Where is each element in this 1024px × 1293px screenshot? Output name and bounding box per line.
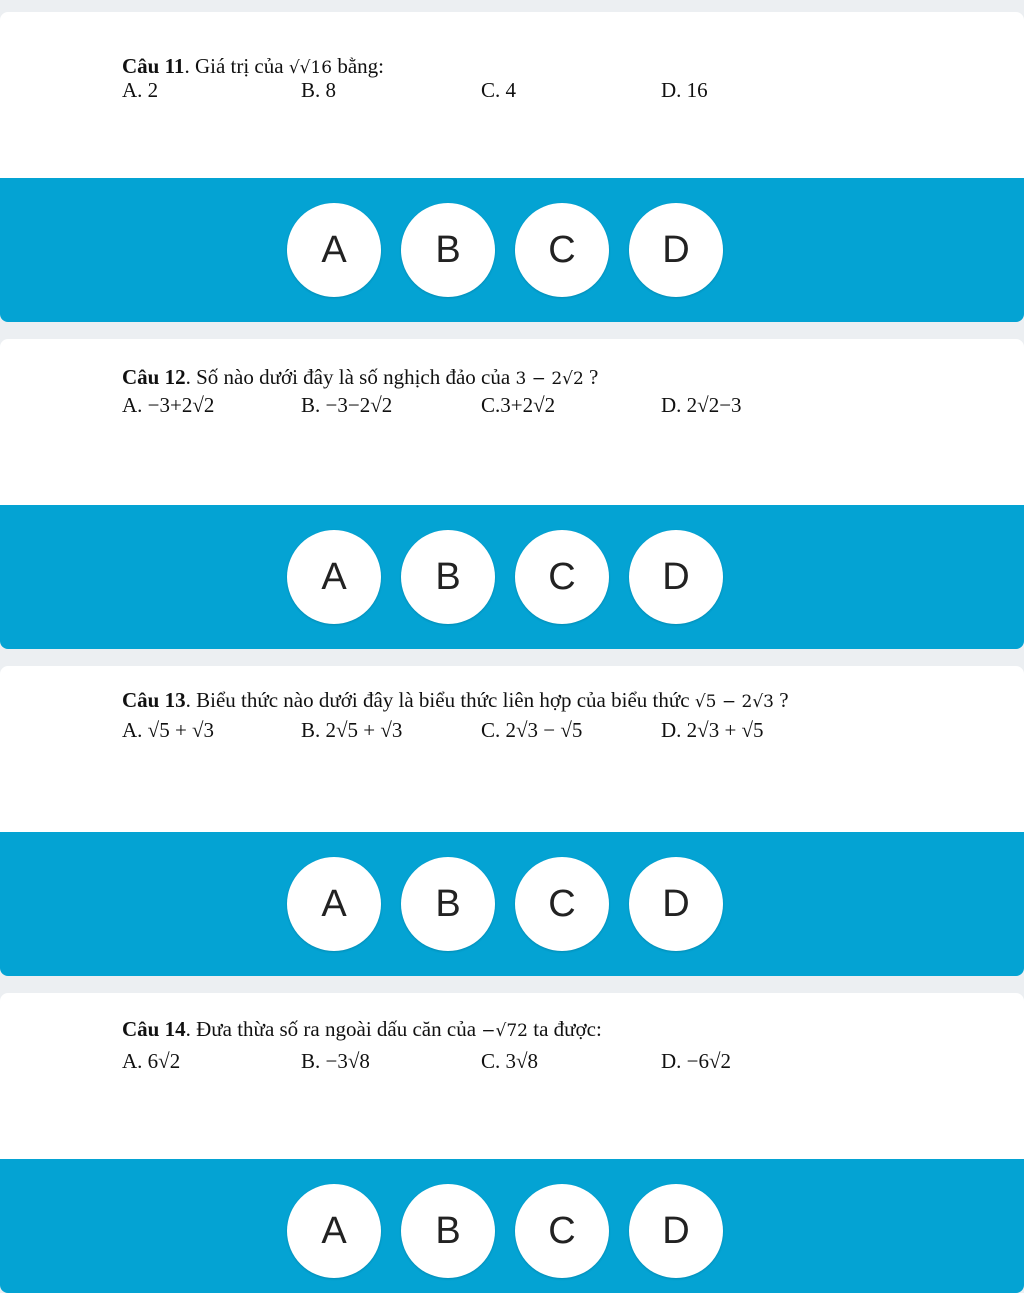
answer-button-b[interactable]: B	[401, 203, 495, 297]
question-text-after: ?	[583, 365, 599, 389]
answer-band	[0, 832, 1024, 976]
answer-button-d[interactable]: D	[629, 203, 723, 297]
option-c: C. 3√8	[481, 1049, 539, 1073]
question-number: Câu 13	[122, 688, 186, 712]
question-text-before: . Đưa thừa số ra ngoài dấu căn của	[185, 1017, 482, 1041]
answer-button-c[interactable]: C	[515, 1184, 609, 1278]
question-number: Câu 14	[122, 1017, 186, 1041]
question-expression: 3 − 2√2	[515, 369, 584, 389]
option-c: C. 4	[481, 78, 517, 102]
question-text-before: . Số nào dưới đây là số nghịch đảo của	[185, 365, 516, 389]
question-title	[122, 1017, 602, 1042]
answer-button-d[interactable]: D	[629, 530, 723, 624]
option-a: A. 2	[122, 78, 159, 102]
answer-button-b[interactable]: B	[401, 857, 495, 951]
answer-button-a[interactable]: A	[287, 857, 381, 951]
question-area	[0, 993, 1024, 1159]
option-b: B. −3−2√2	[301, 393, 393, 417]
answer-button-a[interactable]: A	[287, 1184, 381, 1278]
option-a: A. −3+2√2	[122, 393, 215, 417]
question-text-after: ?	[773, 688, 789, 712]
question-card-11	[0, 12, 1024, 322]
question-card-12	[0, 339, 1024, 649]
question-card-14	[0, 993, 1024, 1293]
question-area	[0, 339, 1024, 505]
question-title	[122, 365, 598, 390]
answer-band	[0, 505, 1024, 649]
question-title	[122, 688, 789, 713]
question-text-after: ta được:	[527, 1017, 602, 1041]
answer-button-c[interactable]: C	[515, 530, 609, 624]
option-d: D. 2√2−3	[661, 393, 742, 417]
option-a: A. √5 + √3	[122, 718, 215, 742]
question-number: Câu 12	[122, 365, 186, 389]
answer-button-b[interactable]: B	[401, 1184, 495, 1278]
answer-button-a[interactable]: A	[287, 203, 381, 297]
question-card-13	[0, 666, 1024, 976]
answer-button-b[interactable]: B	[401, 530, 495, 624]
question-expression: −√72	[481, 1021, 528, 1041]
question-text-after: bằng:	[332, 54, 385, 78]
question-text-before: . Biểu thức nào dưới đây là biểu thức liên hợp của biểu thức	[185, 688, 695, 712]
option-d: D. 16	[661, 78, 708, 102]
option-c: C. 2√3 − √5	[481, 718, 583, 742]
option-b: B. 2√5 + √3	[301, 718, 403, 742]
question-expression: √√16	[288, 58, 333, 78]
option-c: C.3+2√2	[481, 393, 556, 417]
question-area	[0, 12, 1024, 178]
option-b: B. −3√8	[301, 1049, 370, 1073]
answer-band	[0, 178, 1024, 322]
question-number: Câu 11	[122, 54, 185, 78]
answer-band	[0, 1159, 1024, 1293]
question-title	[122, 54, 384, 79]
answer-button-c[interactable]: C	[515, 203, 609, 297]
answer-button-d[interactable]: D	[629, 857, 723, 951]
question-text-before: . Giá trị của	[184, 54, 289, 78]
answer-button-d[interactable]: D	[629, 1184, 723, 1278]
question-area	[0, 666, 1024, 832]
option-d: D. −6√2	[661, 1049, 732, 1073]
answer-button-a[interactable]: A	[287, 530, 381, 624]
option-b: B. 8	[301, 78, 337, 102]
option-a: A. 6√2	[122, 1049, 181, 1073]
answer-button-c[interactable]: C	[515, 857, 609, 951]
question-expression: √5 − 2√3	[694, 692, 774, 712]
option-d: D. 2√3 + √5	[661, 718, 764, 742]
